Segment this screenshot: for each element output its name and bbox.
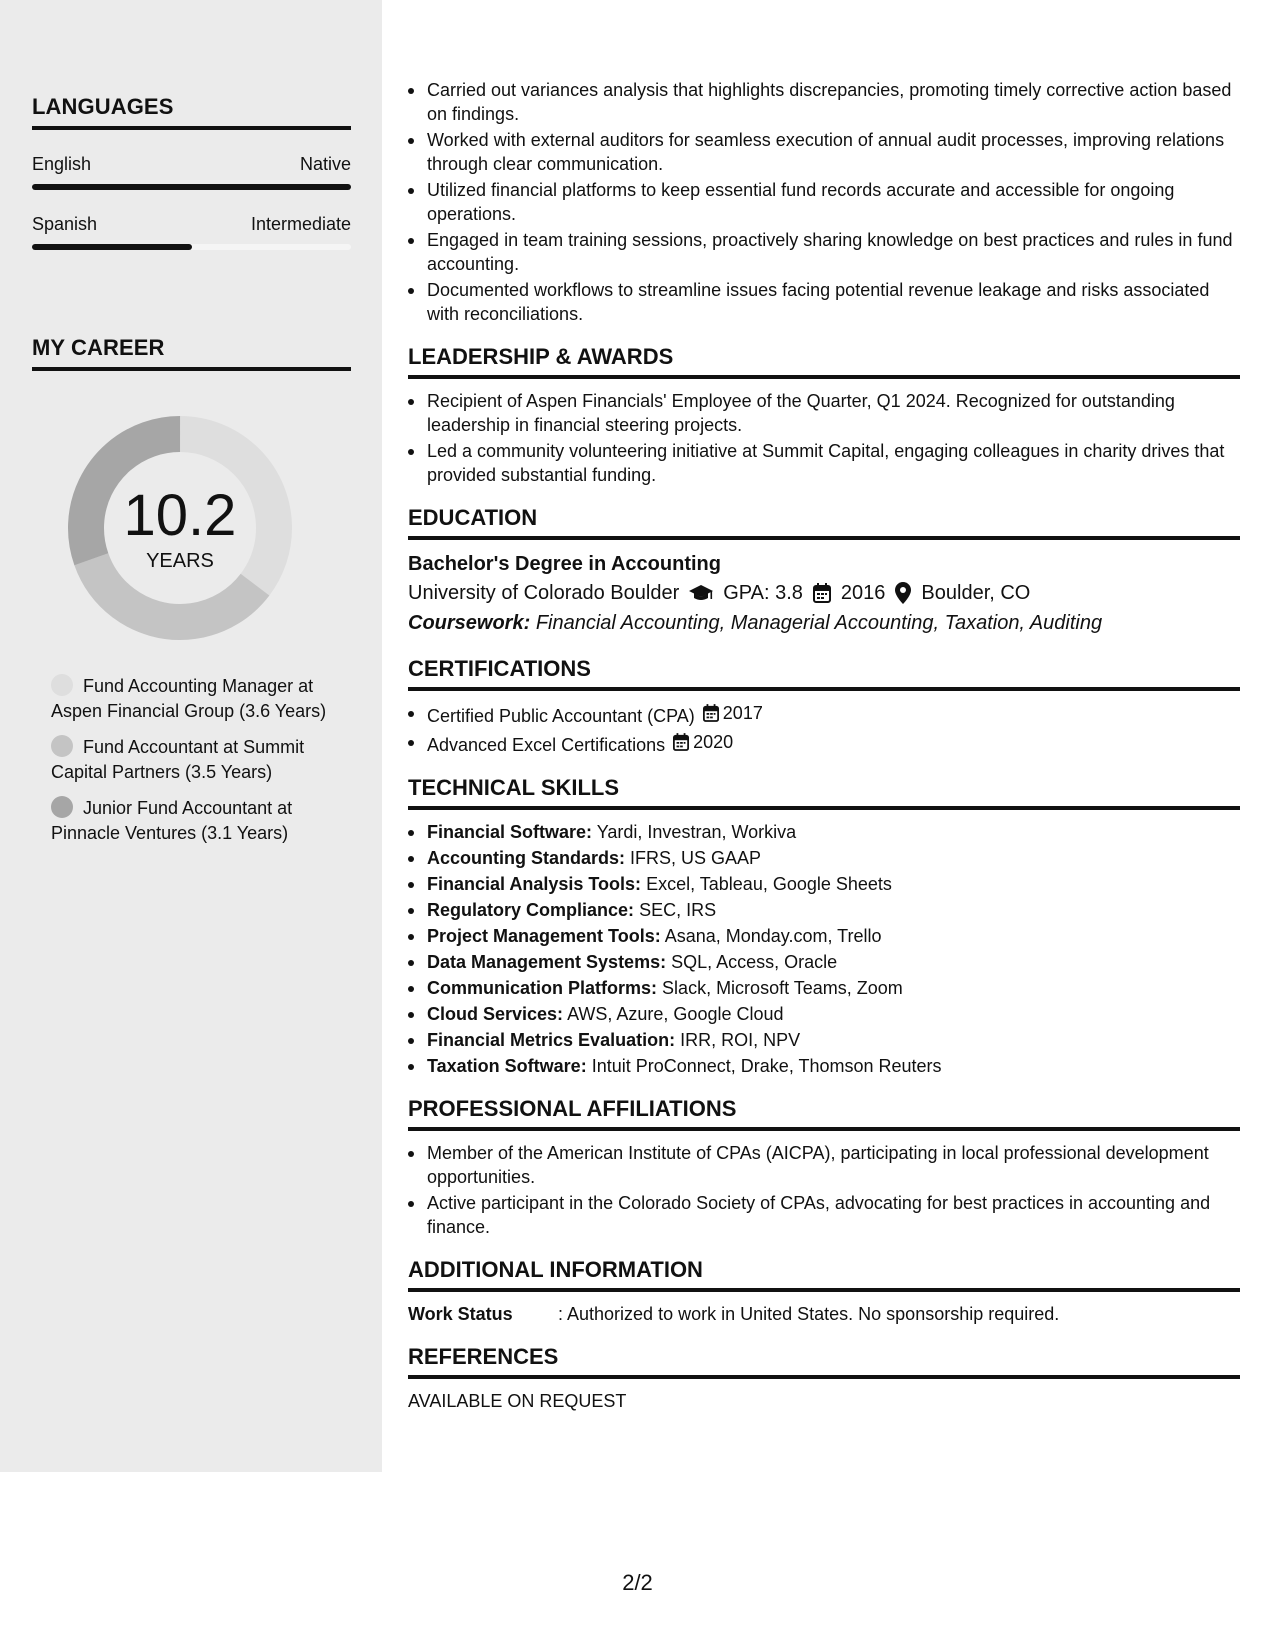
affiliations-heading: PROFESSIONAL AFFILIATIONS xyxy=(408,1096,1240,1131)
skills-heading: TECHNICAL SKILLS xyxy=(408,775,1240,810)
skill-values: AWS, Azure, Google Cloud xyxy=(567,1004,784,1024)
affiliations-list xyxy=(408,1141,1240,1239)
skill-item xyxy=(408,898,1240,922)
career-total-unit: YEARS xyxy=(146,550,214,572)
affiliation-item: Member of the American Institute of CPAs (AICPA), participating in local professional development opportunities. xyxy=(408,1141,1240,1189)
certifications-heading: CERTIFICATIONS xyxy=(408,656,1240,691)
certification-year-value: 2017 xyxy=(722,703,763,723)
skill-category: Accounting Standards: xyxy=(427,848,626,868)
skill-category: Financial Metrics Evaluation: xyxy=(427,1030,676,1050)
languages-heading: LANGUAGES xyxy=(32,94,351,130)
skill-values: SEC, IRS xyxy=(639,900,717,920)
skill-item xyxy=(408,950,1240,974)
career-list xyxy=(51,674,336,857)
language-row xyxy=(32,214,351,234)
skill-category: Financial Software: xyxy=(427,822,593,842)
language-proficiency-fill xyxy=(32,184,351,190)
career-heading: MY CAREER xyxy=(32,335,351,371)
location-pin-icon xyxy=(895,582,911,604)
education-heading: EDUCATION xyxy=(408,505,1240,540)
career-item-text: Fund Accountant at Summit Capital Partners (3.5 Years) xyxy=(51,737,305,782)
career-color-dot xyxy=(51,674,73,696)
skill-values: Intuit ProConnect, Drake, Thomson Reuters xyxy=(591,1056,942,1076)
calendar-icon xyxy=(813,583,831,603)
certification-year xyxy=(703,701,763,725)
page-number: 2/2 xyxy=(622,1570,653,1595)
education-degree: Bachelor's Degree in Accounting xyxy=(408,553,721,575)
language-proficiency-bar xyxy=(32,244,351,250)
additional-heading: ADDITIONAL INFORMATION xyxy=(408,1257,1240,1292)
certification-name: Advanced Excel Certifications xyxy=(427,735,666,755)
certification-item xyxy=(408,701,1240,728)
skill-item xyxy=(408,820,1240,844)
career-total-years: 10.2 xyxy=(123,483,237,548)
experience-bullet: Documented workflows to streamline issues facing potential revenue leakage and risks associated with reconciliations. xyxy=(408,278,1240,326)
donut-center xyxy=(66,483,294,573)
language-level: Native xyxy=(299,154,351,174)
skill-category: Data Management Systems: xyxy=(427,952,667,972)
skill-item xyxy=(408,1002,1240,1026)
education-year: 2016 xyxy=(840,582,886,604)
experience-bullet: Engaged in team training sessions, proactively sharing knowledge on best practices and rules in fund accounting. xyxy=(408,228,1240,276)
skill-category: Taxation Software: xyxy=(427,1056,587,1076)
work-status-row xyxy=(408,1302,1240,1326)
language-level: Intermediate xyxy=(250,214,351,234)
skill-item xyxy=(408,924,1240,948)
language-name: Spanish xyxy=(32,214,98,234)
education-gpa: GPA: 3.8 xyxy=(723,582,803,604)
career-donut-chart xyxy=(66,414,294,642)
skill-values: Slack, Microsoft Teams, Zoom xyxy=(662,978,903,998)
skill-category: Financial Analysis Tools: xyxy=(427,874,642,894)
work-status-label: Work Status xyxy=(408,1304,513,1324)
skill-values: IFRS, US GAAP xyxy=(630,848,762,868)
skill-values: SQL, Access, Oracle xyxy=(671,952,838,972)
experience-bullet: Carried out variances analysis that highlights discrepancies, promoting timely corrective action based on findings. xyxy=(408,78,1240,126)
career-color-dot xyxy=(51,735,73,757)
education-coursework xyxy=(408,608,1240,638)
certifications-list xyxy=(408,701,1240,757)
certification-year xyxy=(673,730,733,754)
career-item-text: Junior Fund Accountant at Pinnacle Ventures (3.1 Years) xyxy=(51,798,293,843)
career-item xyxy=(51,674,336,724)
skill-category: Cloud Services: xyxy=(427,1004,564,1024)
skill-category: Project Management Tools: xyxy=(427,926,661,946)
education-details xyxy=(408,578,1240,608)
skills-list xyxy=(408,820,1240,1078)
career-color-dot xyxy=(51,796,73,818)
coursework-label: Coursework: xyxy=(408,612,531,634)
skill-category: Regulatory Compliance: xyxy=(427,900,635,920)
education-location: Boulder, CO xyxy=(921,582,1031,604)
career-item-text: Fund Accounting Manager at Aspen Financial Group (3.6 Years) xyxy=(51,676,327,721)
leadership-heading: LEADERSHIP & AWARDS xyxy=(408,344,1240,379)
references-text: AVAILABLE ON REQUEST xyxy=(408,1391,627,1411)
career-item xyxy=(51,796,336,846)
sidebar xyxy=(0,0,382,1472)
certification-item xyxy=(408,730,1240,757)
graduation-cap-icon xyxy=(689,583,713,603)
skill-item xyxy=(408,976,1240,1000)
experience-bullet: Worked with external auditors for seamless execution of annual audit processes, improving relations through clear communication. xyxy=(408,128,1240,176)
coursework-value: Financial Accounting, Managerial Accounting, Taxation, Auditing xyxy=(535,612,1103,634)
skill-values: IRR, ROI, NPV xyxy=(680,1030,801,1050)
education-school: University of Colorado Boulder xyxy=(408,582,680,604)
language-name: English xyxy=(32,154,92,174)
experience-bullets xyxy=(408,78,1240,326)
skill-values: Yardi, Investran, Workiva xyxy=(596,822,797,842)
language-list xyxy=(32,154,351,250)
skill-values: Excel, Tableau, Google Sheets xyxy=(646,874,892,894)
experience-bullet: Utilized financial platforms to keep essential fund records accurate and accessible for ongoing operations. xyxy=(408,178,1240,226)
leadership-list xyxy=(408,389,1240,487)
language-row xyxy=(32,154,351,174)
leadership-item: Recipient of Aspen Financials' Employee of the Quarter, Q1 2024. Recognized for outstanding leadership in financial steering projects. xyxy=(408,389,1240,437)
language-proficiency-bar xyxy=(32,184,351,190)
certification-year-value: 2020 xyxy=(693,732,734,752)
career-section xyxy=(32,335,351,371)
skill-item xyxy=(408,1054,1240,1078)
skill-item xyxy=(408,846,1240,870)
main-content xyxy=(408,78,1240,1413)
leadership-item: Led a community volunteering initiative at Summit Capital, engaging colleagues in charity drives that provided substantial funding. xyxy=(408,439,1240,487)
skill-category: Communication Platforms: xyxy=(427,978,658,998)
calendar-icon xyxy=(673,733,693,751)
skill-values: Asana, Monday.com, Trello xyxy=(664,926,882,946)
work-status-value: : Authorized to work in United States. No sponsorship required. xyxy=(558,1304,1060,1324)
affiliation-item: Active participant in the Colorado Society of CPAs, advocating for best practices in accounting and finance. xyxy=(408,1191,1240,1239)
skill-item xyxy=(408,1028,1240,1052)
career-item xyxy=(51,735,336,785)
language-proficiency-fill xyxy=(32,244,192,250)
skill-item xyxy=(408,872,1240,896)
certification-name: Certified Public Accountant (CPA) xyxy=(427,706,695,726)
languages-section xyxy=(32,94,351,250)
references-heading: REFERENCES xyxy=(408,1344,1240,1379)
calendar-icon xyxy=(703,704,723,722)
